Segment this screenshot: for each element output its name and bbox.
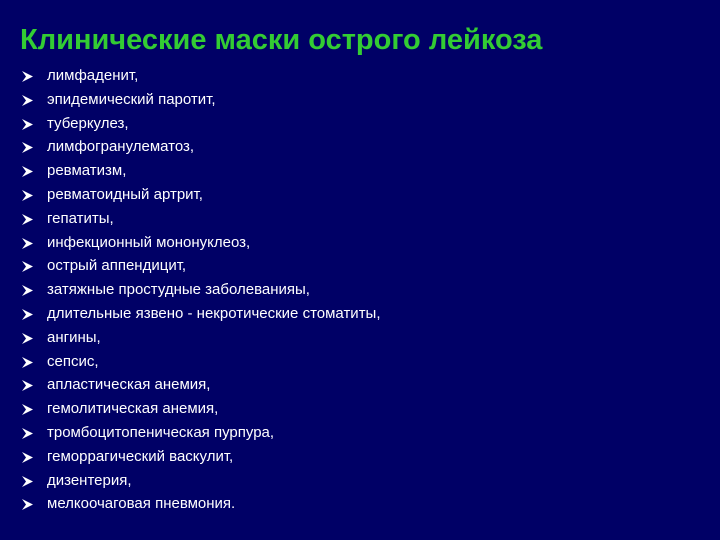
arrowhead-bullet-icon (20, 112, 38, 136)
arrowhead-bullet-icon (20, 231, 38, 255)
list-item-text: лимфаденит, (47, 67, 139, 84)
list-item-text: лимфогранулематоз, (47, 138, 195, 156)
arrowhead-bullet-icon (20, 373, 38, 397)
list-item-text: гепатиты, (47, 209, 114, 227)
list-item-text: дизентерия, (47, 471, 132, 489)
list-item-text: туберкулез, (47, 114, 129, 132)
list-item-text: мелкоочаговая пневмония. (47, 495, 236, 513)
arrowhead-bullet-icon (20, 492, 38, 516)
arrowhead-bullet-icon (20, 64, 38, 88)
arrowhead-bullet-icon (20, 326, 38, 350)
slide-title: Клинические маски острого лейкоза (20, 24, 543, 56)
arrowhead-bullet-icon (20, 278, 38, 302)
list-item-text: тромбоцитопеническая пурпура, (47, 423, 275, 441)
list-item-text: сепсис, (47, 352, 99, 370)
arrowhead-bullet-icon (20, 469, 38, 493)
arrowhead-bullet-icon (20, 135, 38, 159)
arrowhead-bullet-icon (20, 397, 38, 421)
list-item-text: ревматизм, (47, 162, 127, 180)
arrowhead-bullet-icon (20, 350, 38, 374)
arrowhead-bullet-icon (20, 183, 38, 207)
arrowhead-bullet-icon (20, 254, 38, 278)
arrowhead-bullet-icon (20, 88, 38, 112)
list-item-text: острый аппендицит, (47, 257, 187, 275)
list-item-text: ангины, (47, 328, 101, 346)
arrowhead-bullet-icon (20, 159, 38, 183)
list-item-text: затяжные простудные заболеванияы, (47, 281, 310, 299)
list-item-text: эпидемический паротит, (47, 90, 216, 108)
arrowhead-bullet-icon (20, 445, 38, 469)
list-item-text: инфекционный мононуклеоз, (47, 233, 251, 251)
list-item-text: апластическая анемия, (47, 376, 211, 394)
list-item-text: ревматоидный артрит, (47, 185, 203, 203)
arrowhead-bullet-icon (20, 207, 38, 231)
arrowhead-bullet-icon (20, 302, 38, 326)
list-item-text: геморрагический васкулит, (47, 447, 234, 465)
list-item-text: гемолитическая анемия, (47, 400, 219, 418)
arrowhead-bullet-icon (20, 421, 38, 445)
list-item-text: длительные язвено - некротические стоматиты, (47, 304, 381, 322)
